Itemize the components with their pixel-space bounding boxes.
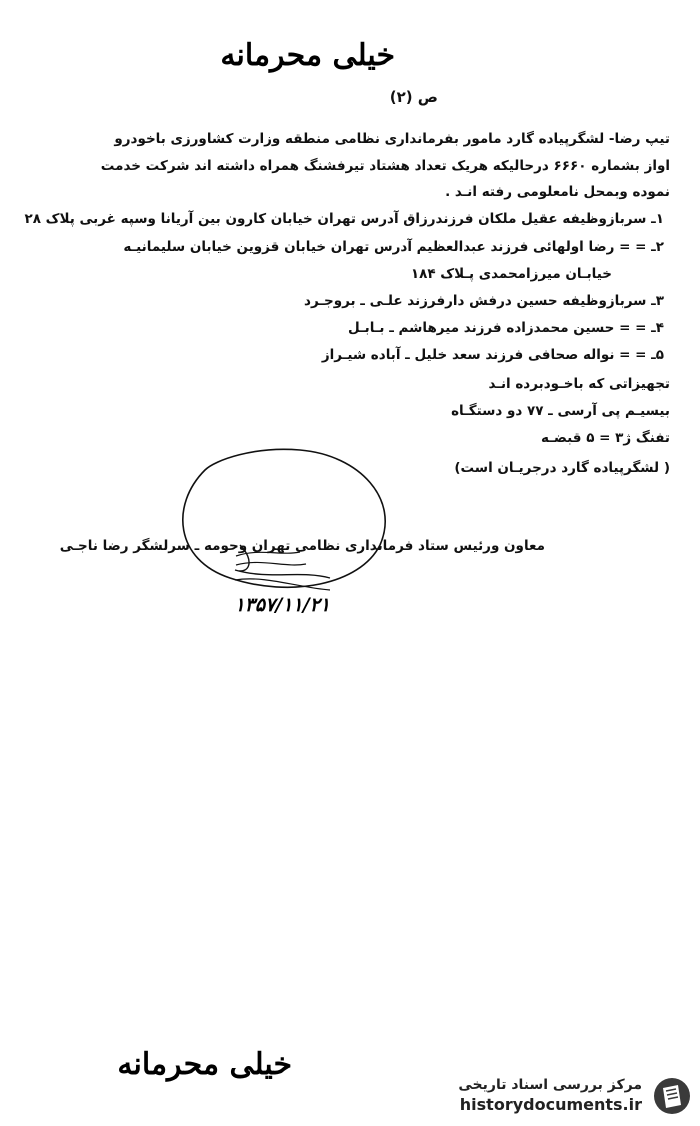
intro-line-1: تیپ رضا- لشگرپیاده گارد مامور بفرمانداری نظامی منطقه وزارت کشاورزی باخودرو <box>114 131 670 147</box>
watermark-persian: مرکز بررسی اسناد تاریخی <box>458 1077 642 1094</box>
equipment-intro: تجهیزاتی که باخـودبرده انـد <box>488 376 670 392</box>
equipment-item: بیسیـم پی آرسی ـ ۷۷ دو دستگـاه <box>451 403 670 419</box>
equipment-item: تفنگ ژ۳ = ۵ قبضـه <box>541 430 670 446</box>
list-item-continuation: خیابـان میرزامحمدی پـلاک ۱۸۴ <box>410 266 612 282</box>
archive-watermark <box>458 1076 692 1116</box>
bottom-classification-stamp: خیلی محرمانه <box>117 1047 292 1082</box>
archive-logo-icon <box>652 1076 692 1116</box>
intro-line-3: نموده وبمحل نامعلومی رفته انـد . <box>445 184 670 200</box>
signature-line: معاون ورئیس ستاد فرمانداری نظامی تهران وحومه ـ سرلشگر رضا ناجـی <box>59 538 545 554</box>
page-number: ص (۲) <box>389 88 438 106</box>
intro-line-2: اواز بشماره ۶۶۶۰ درحالیکه هریک تعداد هشتاد تیرفشنگ همراه داشته اند شرکت خدمت <box>100 158 670 174</box>
list-item: ۲ـ = = رضا اولهائی فرزند عبدالعظیم آدرس تهران خیابان قزوین خیابان سلیمانیـه <box>123 239 664 255</box>
list-item: ۱ـ سربازوظیفه عقیل ملکان فرزندرزاق آدرس تهران خیابان کارون بین آریانا وسپه غربی پلاک ۲۸ <box>24 211 664 227</box>
list-item: ۳ـ سربازوظیفه حسین درفش دارفرزند علـی ـ بروجـرد <box>304 293 664 309</box>
list-item: ۴ـ = = حسین محمدزاده فرزند میرهاشم ـ بـابـل <box>348 320 664 336</box>
handwritten-date: ۱۳۵۷/۱۱/۲۱ <box>234 594 330 616</box>
list-item: ۵ـ = = نواله صحافی فرزند سعد خلیل ـ آباده شیـراز <box>321 347 664 363</box>
note-line: ( لشگرپیاده گارد درجریـان است) <box>454 460 670 476</box>
top-classification-stamp: خیلی محرمانه <box>220 38 395 73</box>
watermark-url: historydocuments.ir <box>459 1094 642 1114</box>
